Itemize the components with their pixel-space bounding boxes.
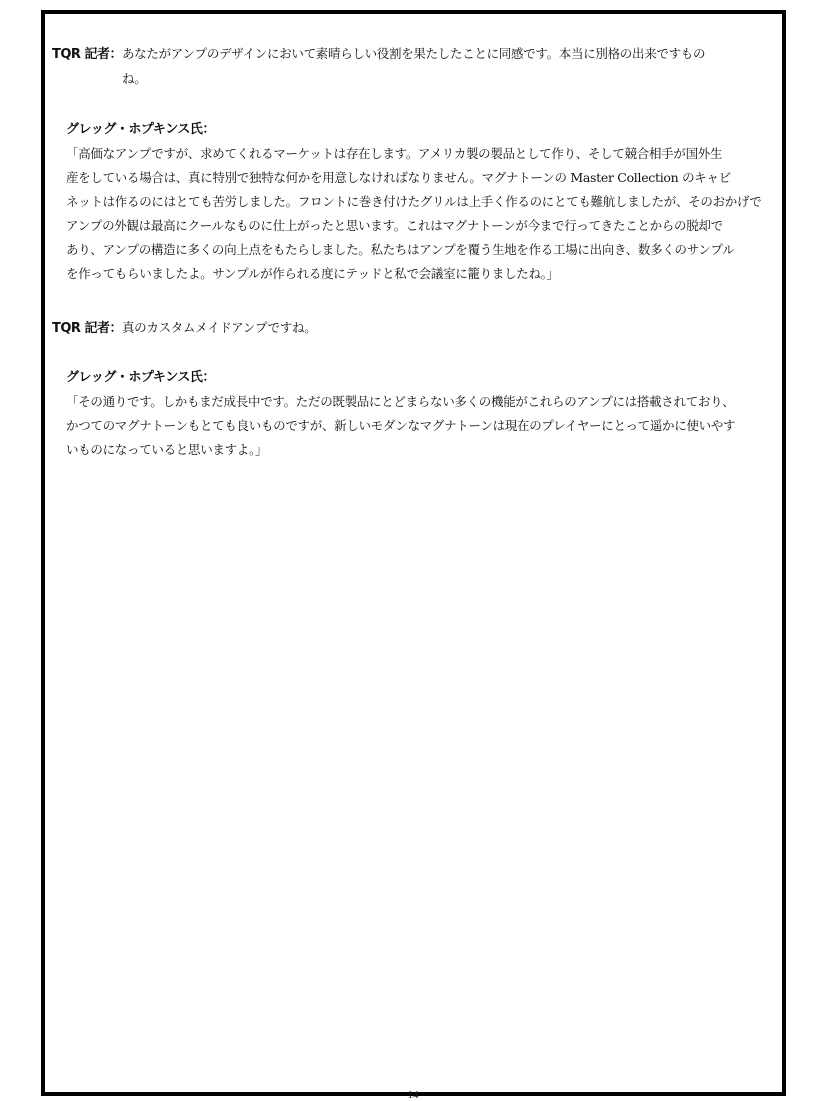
dialogue-line: ね。 (122, 71, 147, 86)
page-number: 14 (407, 1089, 419, 1101)
dialogue-line: かつてのマグナトーンもとても良いものですが、新しいモダンなマグナトーンは現在のプレイヤーにとって遥かに使いやす (66, 418, 736, 433)
speaker-label-greg: グレッグ・ホプキンス氏： (66, 122, 215, 137)
dialogue-line: あり、アンプの構造に多くの向上点をもたらしました。私たちはアンプを覆う生地を作る工場に出向き、数多くのサンプル (66, 242, 735, 257)
dialogue-line: アンプの外観は最高にクールなものに仕上がったと思います。これはマグナトーンが今まで行ってきたことからの脱却で (66, 218, 723, 233)
dialogue-greg-1 (66, 118, 761, 286)
dialogue-line: 真のカスタムメイドアンプですね。 (121, 320, 317, 335)
speaker-label-tqr: TQR 記者： (52, 321, 122, 336)
speaker-label-tqr: TQR 記者： (52, 47, 122, 62)
speaker-label-greg: グレッグ・ホプキンス氏： (66, 370, 215, 385)
dialogue-line: ネットは作るのにはとても苦労しました。フロントに巻き付けたグリルは上手く作るのにとても難航しましたが、そのおかげで (66, 194, 762, 209)
dialogue-tqr-2 (52, 316, 316, 341)
dialogue-line: あなたがアンプのデザインにおいて素晴らしい役割を果たしたことに同感です。本当に別格の出来ですもの (121, 46, 706, 61)
dialogue-greg-2 (66, 366, 735, 462)
dialogue-line: いものになっていると思いますよ。」 (66, 442, 268, 457)
dialogue-line: を作ってもらいましたよ。サンプルが作られる度にテッドと私で会議室に籠りましたね。」 (66, 266, 559, 281)
dialogue-tqr-1 (52, 42, 705, 91)
dialogue-line: 「高価なアンプですが、求めてくれるマーケットは存在します。アメリカ製の製品として作り、そして競合相手が国外生 (66, 146, 723, 161)
dialogue-line: 「その通りです。しかもまだ成長中です。ただの既製品にとどまらない多くの機能がこれらのアンプには搭載されており、 (66, 394, 735, 409)
dialogue-line: 産をしている場合は、真に特別で独特な何かを用意しなければなりません。マグナトーンの Master Collection のキャビ (66, 170, 731, 185)
